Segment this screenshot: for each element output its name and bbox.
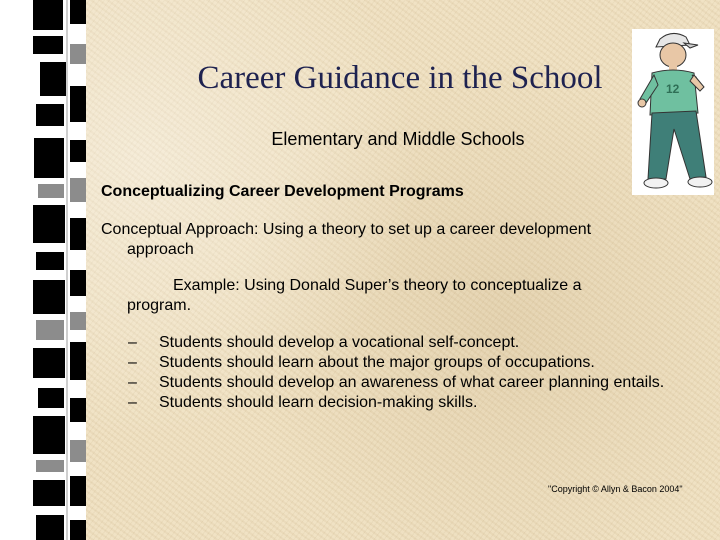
bar-block [70, 86, 86, 122]
bar-block [33, 205, 65, 243]
bar-block [33, 280, 65, 314]
bar-block [70, 342, 86, 380]
bullet-item [128, 393, 698, 413]
bar-block [70, 398, 86, 422]
approach-line-1: Conceptual Approach: Using a theory to set up a career development [101, 221, 592, 238]
bullet-item [128, 333, 698, 353]
side-bar-seam [66, 0, 68, 540]
bar-block [38, 388, 64, 408]
section-heading: Conceptualizing Career Development Programs [101, 183, 464, 200]
bar-block [70, 440, 86, 462]
bar-block [34, 138, 64, 178]
example-line-2: program. [127, 297, 192, 314]
dash-bullet-icon: – [128, 394, 137, 411]
decorative-side-bar [0, 0, 86, 540]
clipart-svg [632, 29, 714, 195]
bullet-text: Students should develop an awareness of what career planning entails. [159, 374, 665, 391]
bar-block [33, 348, 65, 378]
example-paragraph [101, 276, 691, 316]
bullet-item [128, 373, 698, 393]
dash-bullet-icon: – [128, 334, 137, 351]
slide-title: Career Guidance in the School [197, 60, 603, 96]
bar-block [70, 520, 86, 540]
bar-block [36, 252, 64, 270]
bar-block [70, 44, 86, 64]
bar-block [70, 218, 86, 250]
copyright-notice: "Copyright © Allyn & Bacon 2004" [548, 484, 683, 494]
bar-block [33, 0, 63, 30]
bullet-item [128, 353, 698, 373]
bar-block [38, 184, 64, 198]
bar-block [70, 0, 86, 24]
bar-block [33, 480, 65, 506]
bar-block [70, 178, 86, 202]
bar-block [36, 460, 64, 472]
conceptual-approach-paragraph [101, 220, 691, 260]
example-line-1: Example: Using Donald Super’s theory to conceptualize a [173, 277, 582, 294]
svg-text:12: 12 [666, 82, 680, 96]
bullet-text: Students should learn about the major groups of occupations. [159, 354, 595, 371]
bar-block [33, 416, 65, 454]
bar-block [70, 270, 86, 296]
bullet-text: Students should learn decision-making skills. [159, 394, 478, 411]
bar-block [36, 104, 64, 126]
bar-block [70, 140, 86, 162]
bar-block [36, 515, 64, 540]
bar-block [70, 476, 86, 506]
bullet-list [128, 333, 698, 413]
slide-subtitle: Elementary and Middle Schools [271, 129, 525, 149]
approach-line-2: approach [127, 241, 194, 258]
bar-block [33, 36, 63, 54]
dash-bullet-icon: – [128, 354, 137, 371]
bullet-text: Students should develop a vocational self-concept. [159, 334, 520, 351]
boy-in-cap-clipart-icon [632, 29, 714, 195]
bar-block [36, 320, 64, 340]
bar-block [40, 62, 66, 96]
dash-bullet-icon: – [128, 374, 137, 391]
bar-block [70, 312, 86, 330]
